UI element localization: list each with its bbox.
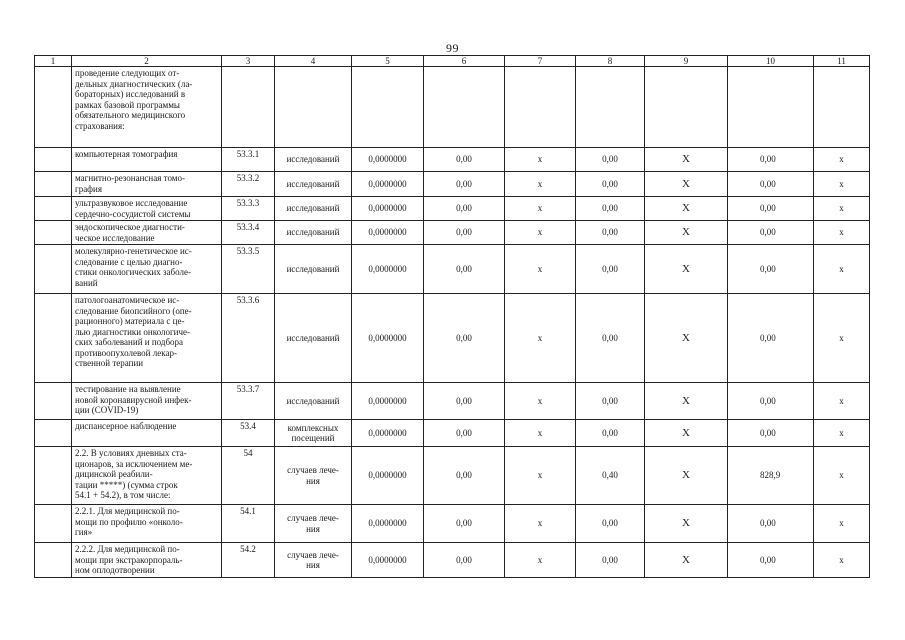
value-cell-7: х bbox=[505, 447, 576, 505]
unit-cell: исследований bbox=[275, 172, 352, 197]
unit-cell: случаев лече- ния bbox=[275, 505, 352, 543]
name-cell: ультразвуковое исследование сердечно-сосудистой системы bbox=[72, 197, 222, 221]
code-cell: 53.3.1 bbox=[222, 148, 275, 172]
value-cell-5: 0,0000000 bbox=[352, 245, 424, 294]
value-cell-8: 0,00 bbox=[576, 383, 645, 420]
value-cell-8: 0,00 bbox=[576, 543, 645, 578]
value-cell-6 bbox=[424, 67, 505, 148]
value-cell-5: 0,0000000 bbox=[352, 172, 424, 197]
table-row bbox=[35, 543, 870, 578]
value-cell-11: х bbox=[814, 172, 870, 197]
table-row bbox=[35, 505, 870, 543]
header-cell-3: 3 bbox=[222, 56, 275, 67]
code-cell: 53.3.6 bbox=[222, 294, 275, 383]
unit-cell: исследований bbox=[275, 294, 352, 383]
row-number-cell bbox=[35, 420, 72, 447]
value-cell-11: х bbox=[814, 245, 870, 294]
table-row bbox=[35, 420, 870, 447]
value-cell-10: 0,00 bbox=[728, 383, 814, 420]
value-cell-11: х bbox=[814, 543, 870, 578]
value-cell-7: х bbox=[505, 197, 576, 221]
data-table bbox=[34, 55, 870, 578]
table-row bbox=[35, 197, 870, 221]
row-number-cell bbox=[35, 245, 72, 294]
row-number-cell bbox=[35, 294, 72, 383]
unit-cell: исследований bbox=[275, 148, 352, 172]
header-cell-10: 10 bbox=[728, 56, 814, 67]
page-number: 99 bbox=[446, 41, 459, 55]
code-cell: 54 bbox=[222, 447, 275, 505]
value-cell-8: 0,00 bbox=[576, 148, 645, 172]
value-cell-8: 0,00 bbox=[576, 294, 645, 383]
code-cell: 53.3.3 bbox=[222, 197, 275, 221]
value-cell-5: 0,0000000 bbox=[352, 197, 424, 221]
table-row bbox=[35, 245, 870, 294]
row-number-cell bbox=[35, 67, 72, 148]
value-cell-10: 0,00 bbox=[728, 505, 814, 543]
unit-cell: исследований bbox=[275, 383, 352, 420]
name-cell: 2.2.2. Для медицинской по- мощи при экстракорпораль- ном оплодотворении bbox=[72, 543, 222, 578]
value-cell-7: х bbox=[505, 543, 576, 578]
value-cell-5: 0,0000000 bbox=[352, 294, 424, 383]
value-cell-9: Х bbox=[645, 172, 728, 197]
table-row bbox=[35, 221, 870, 245]
value-cell-11: х bbox=[814, 221, 870, 245]
value-cell-8: 0,00 bbox=[576, 505, 645, 543]
name-cell: эндоскопическое диагности- ческое исследование bbox=[72, 221, 222, 245]
value-cell-10: 0,00 bbox=[728, 543, 814, 578]
value-cell-6: 0,00 bbox=[424, 505, 505, 543]
value-cell-6: 0,00 bbox=[424, 543, 505, 578]
row-number-cell bbox=[35, 148, 72, 172]
value-cell-11: х bbox=[814, 148, 870, 172]
value-cell-7: х bbox=[505, 383, 576, 420]
value-cell-5: 0,0000000 bbox=[352, 447, 424, 505]
unit-cell: исследований bbox=[275, 197, 352, 221]
value-cell-7: х bbox=[505, 420, 576, 447]
row-number-cell bbox=[35, 447, 72, 505]
value-cell-6: 0,00 bbox=[424, 221, 505, 245]
value-cell-9 bbox=[645, 67, 728, 148]
unit-cell: комплексных посещений bbox=[275, 420, 352, 447]
name-cell: магнитно-резонансная томо- графия bbox=[72, 172, 222, 197]
value-cell-7: х bbox=[505, 294, 576, 383]
value-cell-9: Х bbox=[645, 197, 728, 221]
unit-cell: исследований bbox=[275, 245, 352, 294]
header-cell-6: 6 bbox=[424, 56, 505, 67]
value-cell-7: х bbox=[505, 148, 576, 172]
value-cell-5: 0,0000000 bbox=[352, 221, 424, 245]
table-body bbox=[35, 56, 870, 578]
value-cell-9: Х bbox=[645, 294, 728, 383]
value-cell-5: 0,0000000 bbox=[352, 420, 424, 447]
header-cell-1: 1 bbox=[35, 56, 72, 67]
header-cell-7: 7 bbox=[505, 56, 576, 67]
header-row bbox=[35, 56, 870, 67]
value-cell-10 bbox=[728, 67, 814, 148]
value-cell-6: 0,00 bbox=[424, 197, 505, 221]
value-cell-10: 0,00 bbox=[728, 221, 814, 245]
name-cell: 2.2. В условиях дневных ста- ционаров, за исключением ме- дицинской реабили- тации *****) (сумма строк 54.1 + 54.2), в том числе: bbox=[72, 447, 222, 505]
table-row bbox=[35, 383, 870, 420]
value-cell-9: Х bbox=[645, 221, 728, 245]
value-cell-8: 0,00 bbox=[576, 221, 645, 245]
value-cell-11: х bbox=[814, 505, 870, 543]
code-cell: 53.4 bbox=[222, 420, 275, 447]
header-cell-11: 11 bbox=[814, 56, 870, 67]
header-cell-9: 9 bbox=[645, 56, 728, 67]
header-cell-4: 4 bbox=[275, 56, 352, 67]
name-cell: диспансерное наблюдение bbox=[72, 420, 222, 447]
value-cell-8: 0,40 bbox=[576, 447, 645, 505]
value-cell-7: х bbox=[505, 221, 576, 245]
value-cell-8: 0,00 bbox=[576, 197, 645, 221]
code-cell: 54.2 bbox=[222, 543, 275, 578]
header-cell-2: 2 bbox=[72, 56, 222, 67]
row-number-cell bbox=[35, 221, 72, 245]
value-cell-10: 0,00 bbox=[728, 148, 814, 172]
value-cell-7: х bbox=[505, 245, 576, 294]
value-cell-6: 0,00 bbox=[424, 420, 505, 447]
table-row bbox=[35, 447, 870, 505]
value-cell-5: 0,0000000 bbox=[352, 543, 424, 578]
row-number-cell bbox=[35, 383, 72, 420]
value-cell-11 bbox=[814, 67, 870, 148]
row-number-cell bbox=[35, 172, 72, 197]
unit-cell bbox=[275, 67, 352, 148]
value-cell-9: Х bbox=[645, 447, 728, 505]
value-cell-10: 0,00 bbox=[728, 172, 814, 197]
value-cell-5 bbox=[352, 67, 424, 148]
row-number-cell bbox=[35, 505, 72, 543]
value-cell-7 bbox=[505, 67, 576, 148]
value-cell-11: х bbox=[814, 294, 870, 383]
value-cell-8 bbox=[576, 67, 645, 148]
header-cell-8: 8 bbox=[576, 56, 645, 67]
value-cell-9: Х bbox=[645, 543, 728, 578]
value-cell-8: 0,00 bbox=[576, 245, 645, 294]
value-cell-11: х bbox=[814, 447, 870, 505]
row-number-cell bbox=[35, 543, 72, 578]
value-cell-9: Х bbox=[645, 148, 728, 172]
value-cell-6: 0,00 bbox=[424, 245, 505, 294]
value-cell-11: х bbox=[814, 383, 870, 420]
value-cell-11: х bbox=[814, 420, 870, 447]
value-cell-9: Х bbox=[645, 245, 728, 294]
unit-cell: случаев лече- ния bbox=[275, 543, 352, 578]
value-cell-11: х bbox=[814, 197, 870, 221]
value-cell-9: Х bbox=[645, 383, 728, 420]
value-cell-6: 0,00 bbox=[424, 383, 505, 420]
unit-cell: исследований bbox=[275, 221, 352, 245]
value-cell-9: Х bbox=[645, 420, 728, 447]
row-number-cell bbox=[35, 197, 72, 221]
table-row bbox=[35, 148, 870, 172]
value-cell-10: 828,9 bbox=[728, 447, 814, 505]
header-cell-5: 5 bbox=[352, 56, 424, 67]
value-cell-5: 0,0000000 bbox=[352, 505, 424, 543]
value-cell-8: 0,00 bbox=[576, 420, 645, 447]
name-cell: проведение следующих от- дельных диагностических (ла- бораторных) исследований в рамках базовой программы обязательного медицинского страхования: bbox=[72, 67, 222, 148]
value-cell-10: 0,00 bbox=[728, 294, 814, 383]
value-cell-6: 0,00 bbox=[424, 447, 505, 505]
name-cell: 2.2.1. Для медицинской по- мощи по профилю «онколо- гия» bbox=[72, 505, 222, 543]
code-cell: 53.3.7 bbox=[222, 383, 275, 420]
table-row bbox=[35, 67, 870, 148]
code-cell: 54.1 bbox=[222, 505, 275, 543]
code-cell: 53.3.4 bbox=[222, 221, 275, 245]
name-cell: компьютерная томография bbox=[72, 148, 222, 172]
value-cell-10: 0,00 bbox=[728, 420, 814, 447]
value-cell-7: х bbox=[505, 172, 576, 197]
table-row bbox=[35, 172, 870, 197]
value-cell-8: 0,00 bbox=[576, 172, 645, 197]
value-cell-6: 0,00 bbox=[424, 172, 505, 197]
code-cell: 53.3.5 bbox=[222, 245, 275, 294]
value-cell-7: х bbox=[505, 505, 576, 543]
code-cell bbox=[222, 67, 275, 148]
value-cell-10: 0,00 bbox=[728, 197, 814, 221]
name-cell: молекулярно-генетическое ис- следование с целью диагно- стики онкологических заболе- ваний bbox=[72, 245, 222, 294]
table-row bbox=[35, 294, 870, 383]
name-cell: тестирование на выявление новой коронавирусной инфек- ции (COVID-19) bbox=[72, 383, 222, 420]
unit-cell: случаев лече- ния bbox=[275, 447, 352, 505]
value-cell-5: 0,0000000 bbox=[352, 383, 424, 420]
value-cell-6: 0,00 bbox=[424, 294, 505, 383]
value-cell-5: 0,0000000 bbox=[352, 148, 424, 172]
value-cell-9: Х bbox=[645, 505, 728, 543]
name-cell: патологоанатомическое ис- следование биопсийного (опе- рационного) материала с це- лью диагностики онкологиче- ских заболеваний и подбора противоопухолевой лекар- ственной терапии bbox=[72, 294, 222, 383]
code-cell: 53.3.2 bbox=[222, 172, 275, 197]
value-cell-6: 0,00 bbox=[424, 148, 505, 172]
value-cell-10: 0,00 bbox=[728, 245, 814, 294]
